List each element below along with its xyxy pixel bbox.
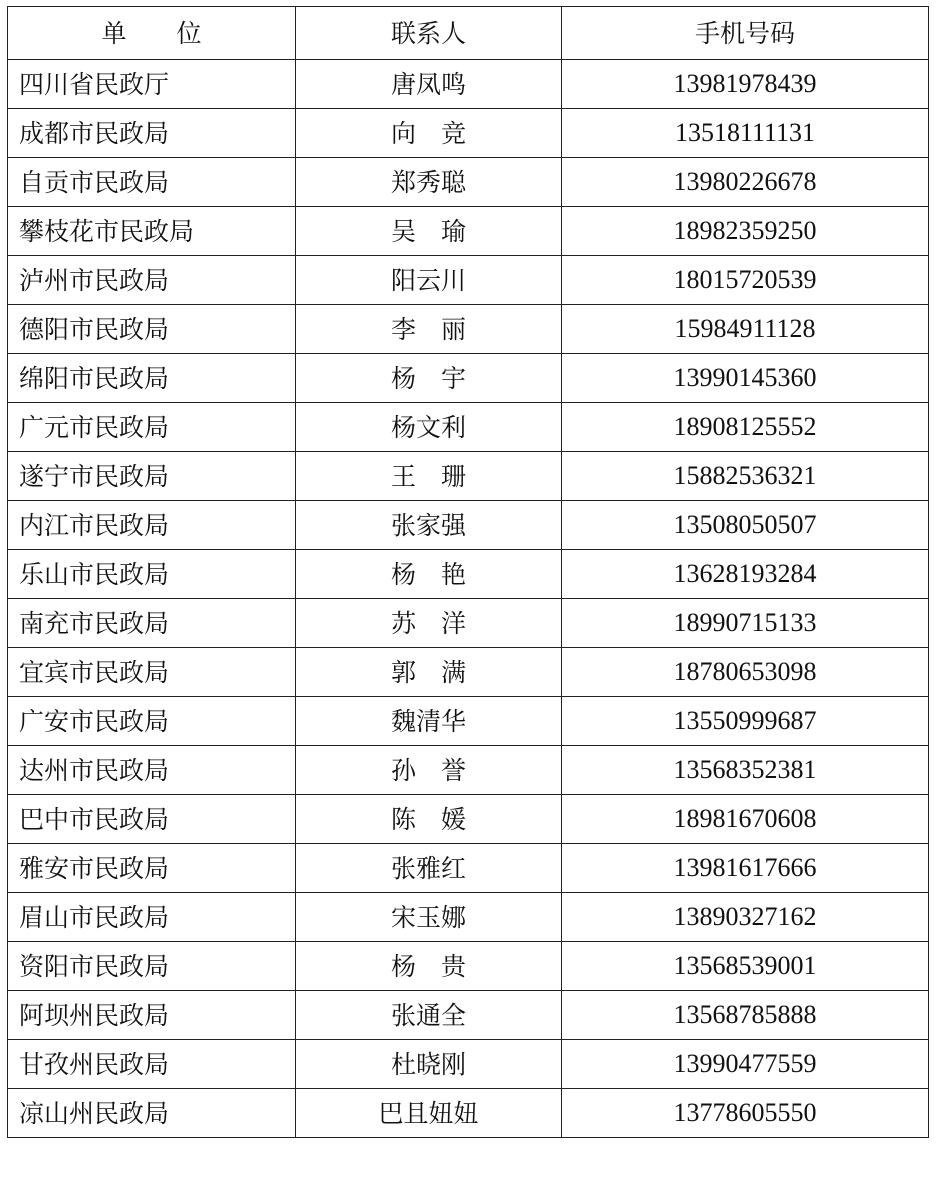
- phone-cell: 13990145360: [562, 354, 929, 403]
- table-row: [8, 648, 929, 697]
- phone-cell: 13628193284: [562, 550, 929, 599]
- table-row: [8, 354, 929, 403]
- phone-cell: 18780653098: [562, 648, 929, 697]
- contact-cell: 苏 洋: [296, 599, 562, 648]
- contact-cell: 吴 瑜: [296, 207, 562, 256]
- phone-cell: 13981978439: [562, 60, 929, 109]
- unit-cell: 成都市民政局: [8, 109, 296, 158]
- contact-cell: 孙 誉: [296, 746, 562, 795]
- unit-cell: 绵阳市民政局: [8, 354, 296, 403]
- table-row: [8, 942, 929, 991]
- unit-cell: 遂宁市民政局: [8, 452, 296, 501]
- unit-cell: 雅安市民政局: [8, 844, 296, 893]
- unit-cell: 自贡市民政局: [8, 158, 296, 207]
- table-header: [8, 7, 929, 60]
- unit-cell: 凉山州民政局: [8, 1089, 296, 1138]
- unit-cell: 四川省民政厅: [8, 60, 296, 109]
- contact-cell: 杨 艳: [296, 550, 562, 599]
- phone-cell: 18981670608: [562, 795, 929, 844]
- unit-cell: 乐山市民政局: [8, 550, 296, 599]
- unit-cell: 广安市民政局: [8, 697, 296, 746]
- unit-cell: 广元市民政局: [8, 403, 296, 452]
- contact-cell: 张通全: [296, 991, 562, 1040]
- table-row: [8, 452, 929, 501]
- contact-cell: 巴且妞妞: [296, 1089, 562, 1138]
- contact-cell: 宋玉娜: [296, 893, 562, 942]
- table-row: [8, 697, 929, 746]
- phone-cell: 13550999687: [562, 697, 929, 746]
- contact-cell: 郭 满: [296, 648, 562, 697]
- unit-cell: 德阳市民政局: [8, 305, 296, 354]
- phone-cell: 18990715133: [562, 599, 929, 648]
- contact-cell: 魏清华: [296, 697, 562, 746]
- phone-cell: 13508050507: [562, 501, 929, 550]
- contact-cell: 唐凤鸣: [296, 60, 562, 109]
- unit-cell: 眉山市民政局: [8, 893, 296, 942]
- unit-cell: 攀枝花市民政局: [8, 207, 296, 256]
- header-unit: 单 位: [8, 7, 296, 60]
- contact-cell: 向 竞: [296, 109, 562, 158]
- unit-cell: 宜宾市民政局: [8, 648, 296, 697]
- phone-cell: 13568785888: [562, 991, 929, 1040]
- phone-cell: 15984911128: [562, 305, 929, 354]
- unit-cell: 内江市民政局: [8, 501, 296, 550]
- contact-cell: 张雅红: [296, 844, 562, 893]
- phone-cell: 18015720539: [562, 256, 929, 305]
- phone-cell: 15882536321: [562, 452, 929, 501]
- contact-cell: 阳云川: [296, 256, 562, 305]
- header-row: [8, 7, 929, 60]
- contact-cell: 张家强: [296, 501, 562, 550]
- unit-cell: 甘孜州民政局: [8, 1040, 296, 1089]
- phone-cell: 13518111131: [562, 109, 929, 158]
- table-row: [8, 60, 929, 109]
- phone-cell: 13981617666: [562, 844, 929, 893]
- table-row: [8, 844, 929, 893]
- phone-cell: 13980226678: [562, 158, 929, 207]
- phone-cell: 13778605550: [562, 1089, 929, 1138]
- table-row: [8, 746, 929, 795]
- table-row: [8, 305, 929, 354]
- table-row: [8, 1089, 929, 1138]
- contact-cell: 杨 贵: [296, 942, 562, 991]
- contact-cell: 杜晓刚: [296, 1040, 562, 1089]
- table-row: [8, 109, 929, 158]
- unit-cell: 阿坝州民政局: [8, 991, 296, 1040]
- table-body: [8, 60, 929, 1138]
- phone-cell: 13568539001: [562, 942, 929, 991]
- contact-table: [7, 6, 929, 1138]
- unit-cell: 达州市民政局: [8, 746, 296, 795]
- phone-cell: 13568352381: [562, 746, 929, 795]
- unit-cell: 泸州市民政局: [8, 256, 296, 305]
- header-contact: 联系人: [296, 7, 562, 60]
- phone-cell: 18908125552: [562, 403, 929, 452]
- contact-cell: 李 丽: [296, 305, 562, 354]
- table-row: [8, 991, 929, 1040]
- unit-cell: 南充市民政局: [8, 599, 296, 648]
- phone-cell: 13890327162: [562, 893, 929, 942]
- contact-cell: 陈 媛: [296, 795, 562, 844]
- table-row: [8, 893, 929, 942]
- contact-cell: 郑秀聪: [296, 158, 562, 207]
- phone-cell: 18982359250: [562, 207, 929, 256]
- contact-cell: 杨文利: [296, 403, 562, 452]
- table-row: [8, 256, 929, 305]
- table-row: [8, 550, 929, 599]
- contact-cell: 王 珊: [296, 452, 562, 501]
- unit-cell: 巴中市民政局: [8, 795, 296, 844]
- phone-cell: 13990477559: [562, 1040, 929, 1089]
- table-row: [8, 795, 929, 844]
- unit-cell: 资阳市民政局: [8, 942, 296, 991]
- table-row: [8, 207, 929, 256]
- contact-cell: 杨 宇: [296, 354, 562, 403]
- header-phone: 手机号码: [562, 7, 929, 60]
- table-row: [8, 501, 929, 550]
- table-row: [8, 403, 929, 452]
- table-row: [8, 599, 929, 648]
- table-row: [8, 1040, 929, 1089]
- table-row: [8, 158, 929, 207]
